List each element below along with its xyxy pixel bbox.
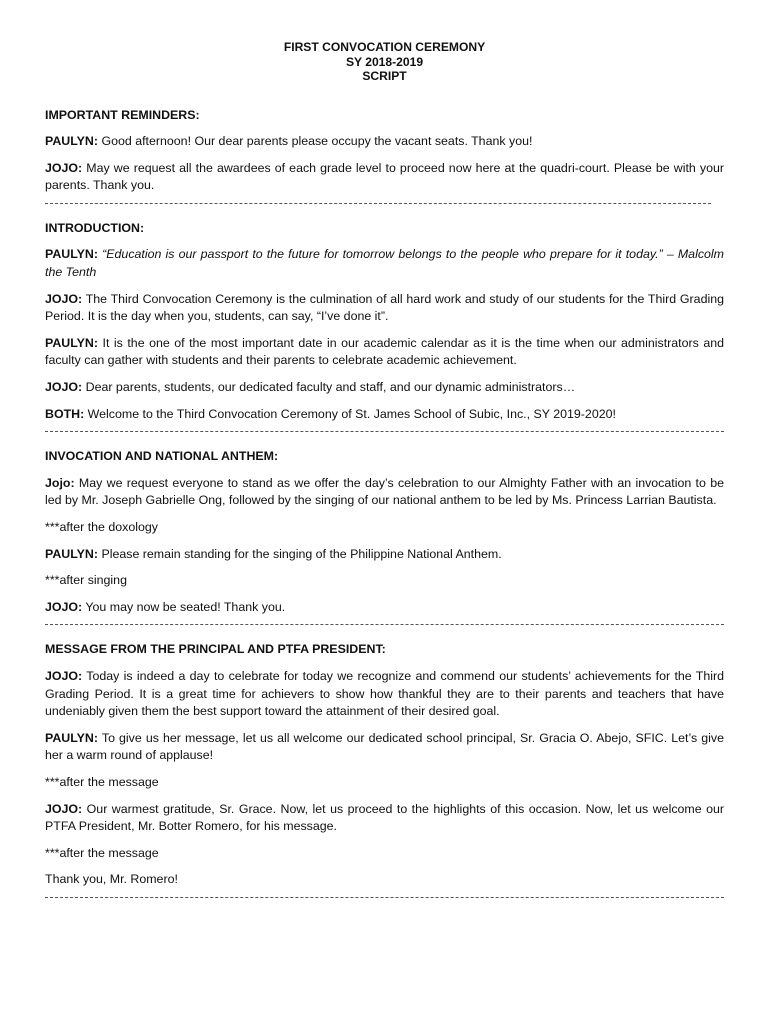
script-line [45,801,724,836]
script-line [45,406,724,424]
script-line [45,599,724,617]
line-text: To give us her message, let us all welcome our dedicated school principal, Sr. Gracia O. Abejo, SFIC. Let’s give her a warm round of applause! [45,730,724,763]
line-text: Today is indeed a day to celebrate for today we recognize and commend our students’ achievements for the Third Grading Period. It is a great time for achievers to show how thankful they are to their parents and teachers that have undeniably given them the best support toward the attainment of their desired goal. [45,668,724,719]
stage-note: ***after singing [45,573,127,588]
speaker-label: Jojo: [45,475,75,490]
speaker-label: JOJO: [45,801,83,816]
section-divider [45,203,711,204]
stage-note: ***after the message [45,845,159,860]
speaker-label: JOJO: [45,599,83,614]
document-subtitle: SCRIPT [362,69,407,83]
line-text: Please remain standing for the singing of the Philippine National Anthem. [98,546,502,561]
line-text: The Third Convocation Ceremony is the culmination of all hard work and study of our students for the Third Grading Period. It is the day when you, students, can say, “I’ve done it”. [45,291,724,324]
section-divider [45,431,724,432]
speaker-label: PAULYN: [45,134,99,149]
script-line [45,730,724,765]
speaker-label: JOJO: [45,380,83,395]
document-header [45,40,724,84]
speaker-label: PAULYN: [45,546,99,561]
script-line [45,379,724,397]
line-text: Our warmest gratitude, Sr. Grace. Now, let us proceed to the highlights of this occasion. Now, let us welcome our PTFA President, Mr. Botter Romero, for his message. [45,801,724,834]
script-line [45,668,724,721]
line-text: Good afternoon! Our dear parents please occupy the vacant seats. Thank you! [98,134,533,149]
script-line [45,335,724,370]
document-page [45,40,724,898]
school-year: SY 2018-2019 [345,54,424,69]
script-line [45,160,724,195]
script-line [45,291,724,326]
section-heading-introduction: INTRODUCTION: [45,220,145,235]
script-line [45,546,724,564]
line-text: You may now be seated! Thank you. [82,599,286,614]
section-heading-reminders: IMPORTANT REMINDERS: [45,107,200,122]
section-heading-message: MESSAGE FROM THE PRINCIPAL AND PTFA PRESIDENT: [45,642,386,657]
speaker-label: PAULYN: [45,247,99,262]
line-text: It is the one of the most important date in our academic calendar as it is the time when our administrators and faculty can gather with students and their parents to celebrate academic achievement. [45,335,724,368]
speaker-label: JOJO: [45,291,83,306]
section-divider [45,897,724,898]
quote-text: “Education is our passport to the future for tomorrow belongs to the people who prepare for it today.” – Malcolm the Tenth [45,247,724,280]
line-text: May we request everyone to stand as we offer the day’s celebration to our Almighty Father with an invocation to be led by Mr. Joseph Gabrielle Ong, followed by the singing of our national anthem to be led by Ms. Princess Larrian Bautista. [45,475,724,508]
script-line [45,475,724,510]
script-line [45,133,724,151]
document-title: FIRST CONVOCATION CEREMONY [283,40,486,54]
closing-line: Thank you, Mr. Romero! [45,872,178,887]
speaker-label: PAULYN: [45,730,99,745]
speaker-label: PAULYN: [45,335,99,350]
speaker-label: JOJO: [45,160,83,175]
stage-note: ***after the message [45,774,159,789]
line-text: Dear parents, students, our dedicated faculty and staff, and our dynamic administrators… [82,380,576,395]
script-line [45,246,724,281]
line-text: Welcome to the Third Convocation Ceremony of St. James School of Subic, Inc., SY 2019-2020! [84,406,616,421]
section-divider [45,624,724,625]
speaker-label: JOJO: [45,668,83,683]
line-text: May we request all the awardees of each grade level to proceed now here at the quadri-court. Please be with your parents. Thank you. [45,160,724,193]
stage-note: ***after the doxology [45,520,158,534]
speaker-label: BOTH: [45,406,85,421]
section-heading-invocation: INVOCATION AND NATIONAL ANTHEM: [45,449,279,464]
